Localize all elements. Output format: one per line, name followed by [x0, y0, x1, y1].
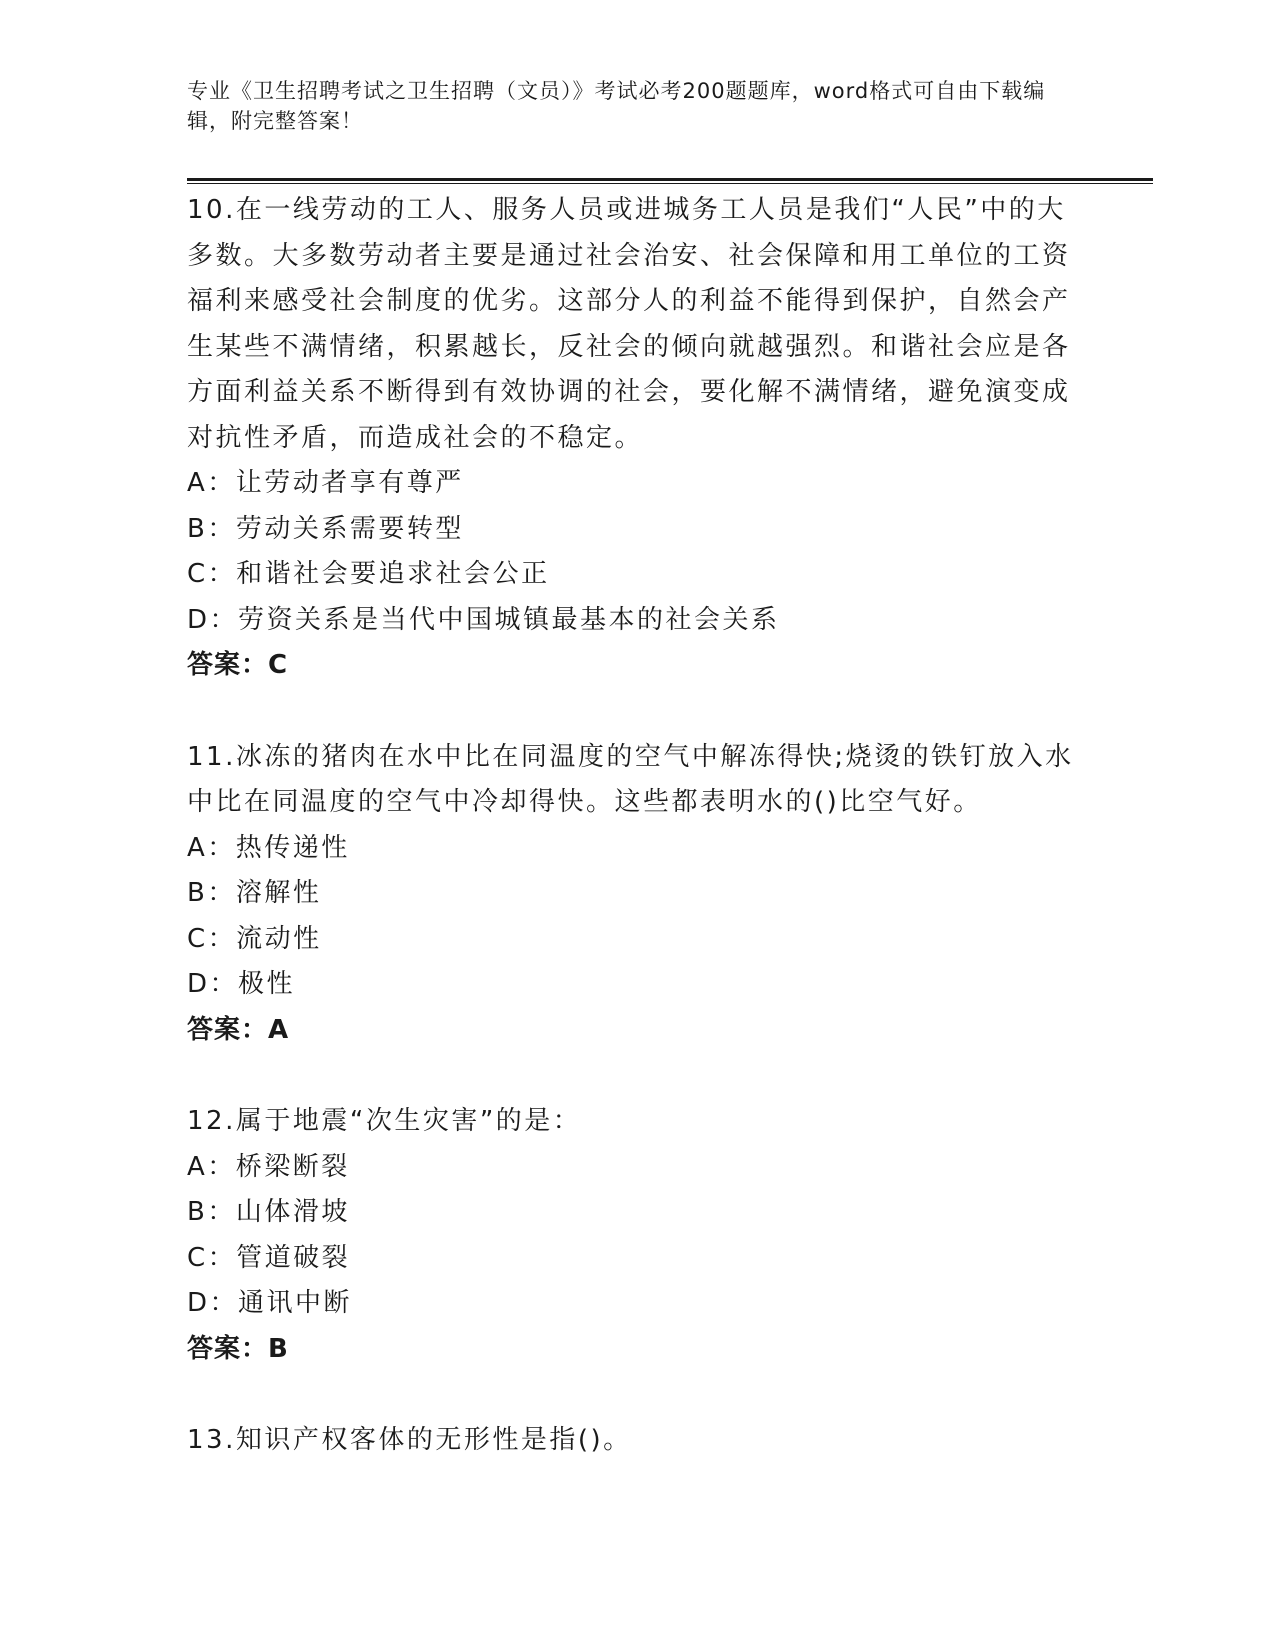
option-b: B：山体滑坡 — [187, 1197, 350, 1227]
question-list — [187, 188, 1087, 1510]
option-c: C：流动性 — [187, 923, 322, 954]
option-d: D：通讯中断 — [187, 1288, 353, 1318]
question-13 — [187, 1418, 1087, 1464]
option-b: B：劳动关系需要转型 — [187, 513, 464, 544]
option-d: D：劳资关系是当代中国城镇最基本的社会关系 — [187, 604, 780, 635]
header-divider-thin — [187, 183, 1153, 184]
answer-line: 答案：C — [187, 650, 289, 680]
option-c: C：管道破裂 — [187, 1242, 351, 1273]
question-10 — [187, 188, 1087, 689]
answer-line: 答案：A — [187, 1014, 290, 1045]
header-divider-thick — [187, 178, 1153, 181]
option-a: A：桥梁断裂 — [187, 1151, 350, 1182]
option-d: D：极性 — [187, 969, 296, 999]
question-12 — [187, 1099, 1087, 1372]
document-intro: 专业《卫生招聘考试之卫生招聘（文员）》考试必考200题题库，word格式可自由下载编辑，附完整答案！ — [187, 79, 1046, 133]
answer-line: 答案：B — [187, 1333, 289, 1364]
question-11 — [187, 735, 1087, 1054]
question-stem: 12.属于地震“次生灾害”的是： — [187, 1106, 582, 1136]
question-stem: 10.在一线劳动的工人、服务人员或进城务工人员是我们“人民”中的大多数。大多数劳动者主要是通过社会治安、社会保障和用工单位的工资福利来感受社会制度的优劣。这部分人的利益不能得到保护，自然会产生某些不满情绪，积累越长，反社会的倾向就越强烈。和谐社会应是各方面利益关系不断得到有效协调的社会，要化解不满情绪，避免演变成对抗性矛盾，而造成社会的不稳定。 — [187, 195, 1071, 453]
question-stem: 13.知识产权客体的无形性是指()。 — [187, 1425, 632, 1455]
option-c: C：和谐社会要追求社会公正 — [187, 559, 550, 589]
option-a: A：让劳动者享有尊严 — [187, 468, 464, 498]
option-b: B：溶解性 — [187, 878, 322, 908]
question-stem: 11.冰冻的猪肉在水中比在同温度的空气中解冻得快;烧烫的铁钉放入水中比在同温度的空气中冷却得快。这些都表明水的()比空气好。 — [187, 741, 1074, 817]
option-a: A：热传递性 — [187, 832, 350, 863]
